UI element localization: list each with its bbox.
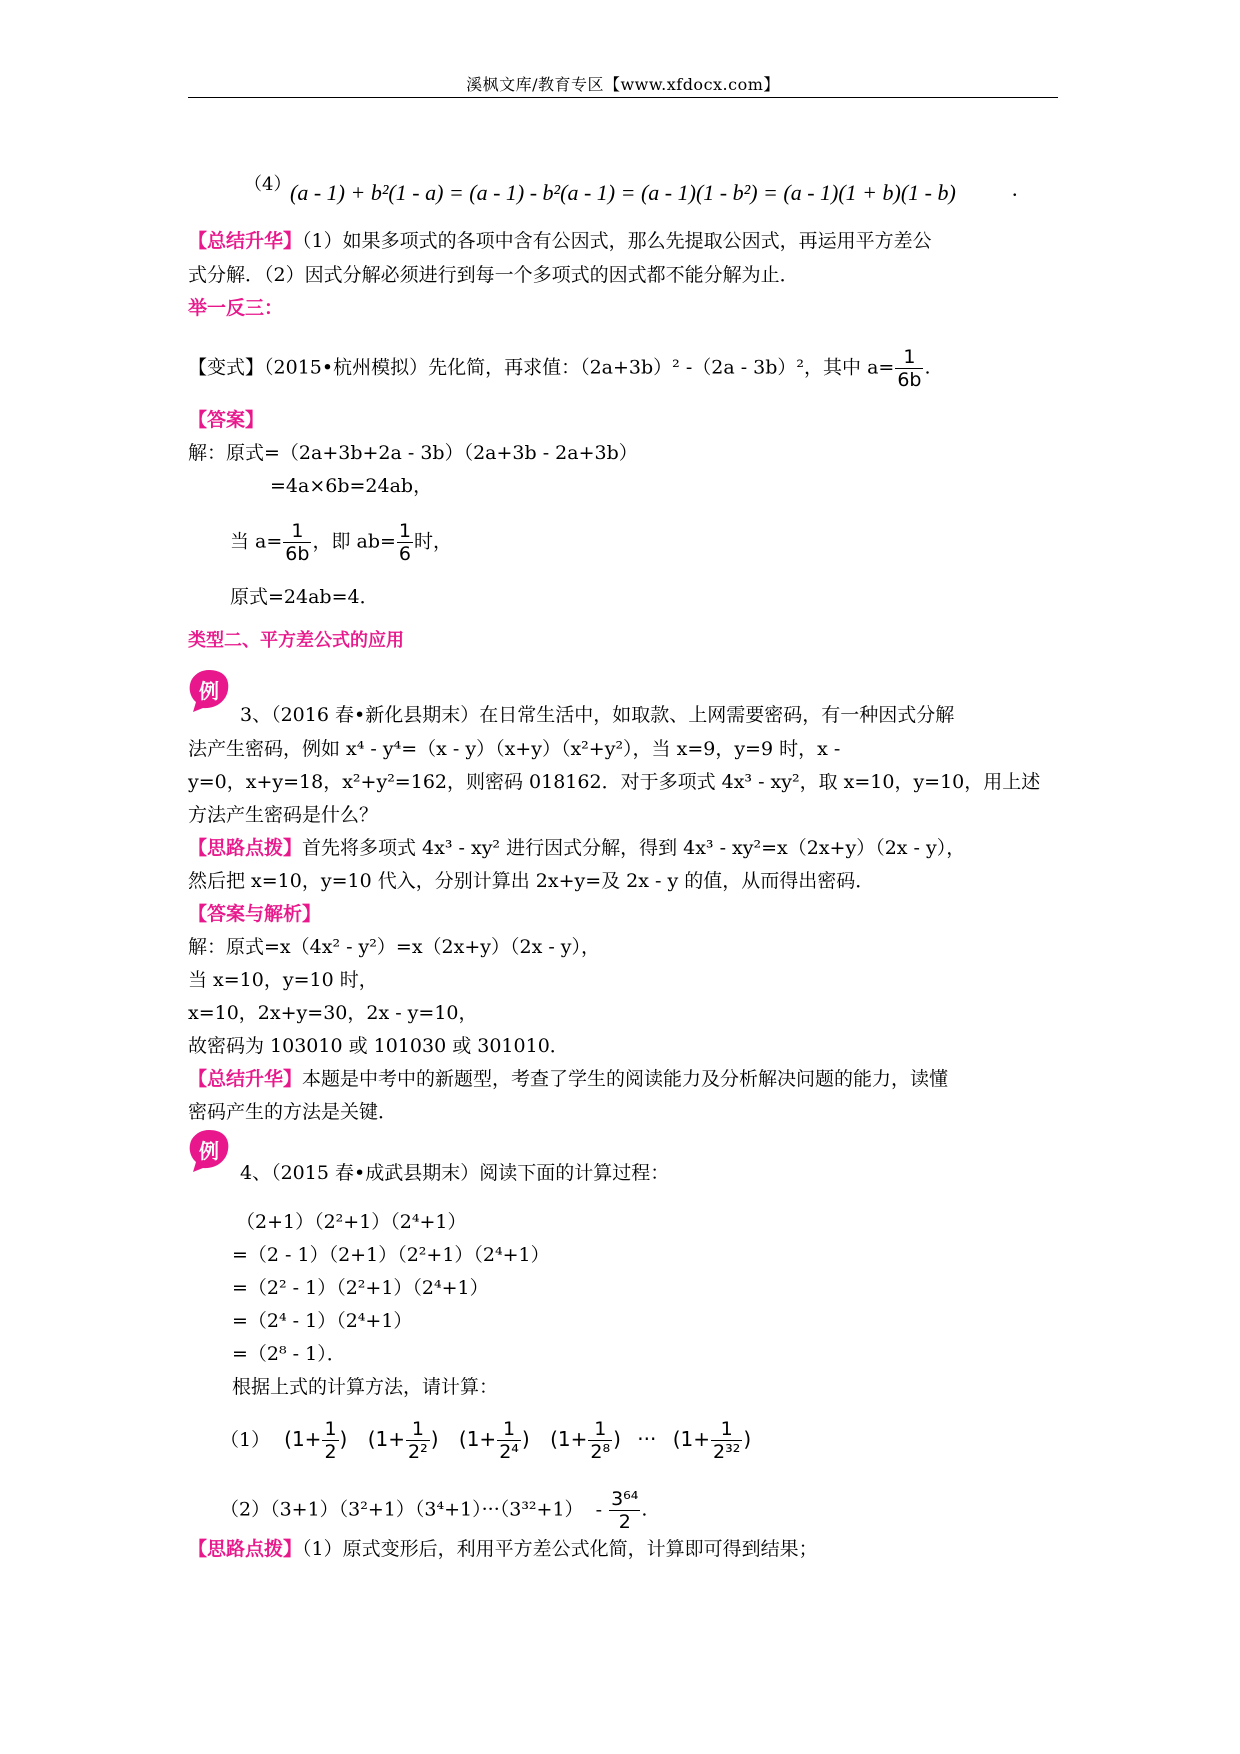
q1-term-5-den: 2³² bbox=[713, 1441, 741, 1463]
answer1-frac2-num: 1 bbox=[398, 520, 411, 542]
summary3-tag: 【总结升华】 bbox=[188, 1068, 303, 1090]
q1-terms bbox=[276, 1418, 752, 1463]
q1-term-2 bbox=[367, 1418, 439, 1463]
answer1-frac2 bbox=[397, 520, 413, 565]
page-header: 溪枫文库/教育专区【www.xfdocx.com】 bbox=[466, 75, 780, 94]
example4-step6: 根据上式的计算方法，请计算： bbox=[232, 1376, 499, 1398]
answer1-line2: =4a×6b=24ab， bbox=[270, 475, 433, 497]
example4-step3: =（2² - 1）（2²+1）（2⁴+1） bbox=[232, 1277, 489, 1299]
answer1-line1: 解：原式=（2a+3b+2a - 3b）（2a+3b - 2a+3b） bbox=[188, 442, 638, 464]
answer3-line2: 当 x=10，y=10 时， bbox=[188, 969, 378, 991]
q1-ellipsis: ··· bbox=[637, 1427, 657, 1451]
q1-term-4-frac bbox=[588, 1418, 612, 1463]
q2-minus: - bbox=[595, 1498, 603, 1521]
answer3-line1: 解：原式=x（4x² - y²）=x（2x+y）（2x - y）， bbox=[188, 936, 601, 958]
q1-term-5 bbox=[672, 1418, 752, 1463]
answer1-frac1 bbox=[283, 520, 311, 565]
answer1-line3 bbox=[230, 520, 452, 565]
summary1-tag: 【总结升华】 bbox=[188, 230, 303, 252]
q1-term-2-num: 1 bbox=[411, 1418, 424, 1440]
q2-frac-den: 2 bbox=[609, 1510, 640, 1533]
section2-heading: 类型二、平方差公式的应用 bbox=[188, 630, 404, 651]
q2-text: （2）（3+1）（3²+1）（3⁴+1）···（3³²+1） bbox=[220, 1498, 584, 1521]
answer1-frac2-den: 6 bbox=[398, 543, 411, 565]
hint3-line2: 然后把 x=10，y=10 代入，分别计算出 2x+y=及 2x - y 的值，从而得出密码． bbox=[188, 870, 875, 892]
q1-term-1-pre: (1+ bbox=[284, 1427, 322, 1451]
q1-term-1-post: ) bbox=[339, 1427, 348, 1451]
hint4-text1: （1）原式变形后，利用平方差公式化简，计算即可得到结果； bbox=[302, 1538, 818, 1560]
summary3-line2: 密码产生的方法是关键． bbox=[188, 1101, 398, 1123]
summary3-line1 bbox=[188, 1064, 948, 1094]
q1-label: （1） bbox=[220, 1429, 271, 1451]
variant-fraction bbox=[895, 346, 923, 391]
summary1-text1: （1）如果多项式的各项中含有公因式，那么先提取公因式，再运用平方差公 bbox=[302, 230, 932, 252]
q1-term-4-post: ) bbox=[613, 1427, 621, 1451]
example-badge-icon bbox=[187, 668, 231, 712]
q1-term-3 bbox=[458, 1418, 530, 1463]
example4-step2: =（2 - 1）（2+1）（2²+1）（2⁴+1） bbox=[232, 1244, 550, 1266]
answer1-l3c: 时， bbox=[414, 530, 453, 553]
eq4-math: (a - 1) + b²(1 - a) = (a - 1) - b²(a - 1) = (a - 1)(1 - b²) = (a - 1)(1 + b)(1 - b) bbox=[290, 180, 956, 205]
q2-frac-num: 3⁶⁴ bbox=[611, 1488, 639, 1510]
q1-term-2-den: 2² bbox=[408, 1441, 428, 1463]
answer1-frac1-num: 1 bbox=[291, 520, 304, 542]
q1-term-5-num: 1 bbox=[720, 1418, 733, 1440]
answer3-line3: x=10，2x+y=30，2x - y=10， bbox=[188, 1002, 478, 1024]
q1-term-3-pre: (1+ bbox=[458, 1427, 497, 1451]
example4-line1: 4、（2015 春•成武县期末）阅读下面的计算过程： bbox=[240, 1162, 670, 1184]
variant-tag: 【变式】 bbox=[188, 356, 265, 379]
example3-line1: 3、（2016 春•新化县期末）在日常生活中，如取款、上网需要密码，有一种因式分解 bbox=[240, 704, 955, 726]
variant-end: . bbox=[924, 356, 931, 379]
q1-term-2-pre: (1+ bbox=[367, 1427, 405, 1451]
answer1-tag: 【答案】 bbox=[188, 409, 265, 431]
q1-term-5-post: ) bbox=[743, 1427, 752, 1451]
hint4-tag: 【思路点拨】 bbox=[188, 1538, 303, 1560]
q1-term-3-post: ) bbox=[521, 1427, 530, 1451]
eq4-end: . bbox=[1012, 176, 1018, 201]
header-rule bbox=[188, 97, 1058, 98]
q1-term-3-den: 2⁴ bbox=[499, 1441, 519, 1463]
summary1-line1 bbox=[188, 226, 932, 256]
q1-term-1-num: 1 bbox=[324, 1418, 337, 1440]
example4-badge-text: 例 bbox=[199, 1139, 219, 1163]
example4-step4: =（2⁴ - 1）（2⁴+1） bbox=[232, 1310, 413, 1332]
answer3-line4: 故密码为 103010 或 101030 或 301010． bbox=[188, 1035, 569, 1057]
example4-step1: （2+1）（2²+1）（2⁴+1） bbox=[236, 1211, 467, 1233]
q1-term-4-pre: (1+ bbox=[550, 1427, 588, 1451]
q2-end: . bbox=[641, 1498, 648, 1521]
example3-line2: 法产生密码，例如 x⁴ - y⁴=（x - y）（x+y）（x²+y²），当 x=9，y=9 时，x - bbox=[188, 738, 841, 760]
answer1-l3a: 当 a= bbox=[230, 530, 283, 553]
answer1-l3b: ，即 ab= bbox=[312, 530, 396, 553]
hint3-text1: 首先将多项式 4x³ - xy² 进行因式分解，得到 4x³ - xy²=x（2x+y）（2x - y）， bbox=[302, 837, 966, 859]
variant-frac-den: 6b bbox=[897, 369, 922, 391]
q1-term-1 bbox=[284, 1418, 348, 1463]
q1-term-4-num: 1 bbox=[594, 1418, 607, 1440]
answer1-line4: 原式=24ab=4． bbox=[230, 586, 379, 608]
example3-line3: y=0，x+y=18，x²+y²=162，则密码 018162．对于多项式 4x³ - xy²，取 x=10，y=10，用上述 bbox=[188, 771, 1041, 793]
example4-step5: =（2⁸ - 1）． bbox=[232, 1343, 346, 1365]
variant-line bbox=[188, 346, 931, 391]
example3-badge-text: 例 bbox=[199, 679, 219, 703]
q1-term-4-den: 2⁸ bbox=[590, 1441, 611, 1463]
hint3-line1 bbox=[188, 833, 965, 863]
q1-term-2-post: ) bbox=[430, 1427, 439, 1451]
variant-frac-num: 1 bbox=[903, 346, 916, 368]
hint3-tag: 【思路点拨】 bbox=[188, 837, 303, 859]
hint4-line1 bbox=[188, 1534, 818, 1564]
answer3-tag: 【答案与解析】 bbox=[188, 903, 322, 925]
q1-term-3-frac bbox=[497, 1418, 521, 1463]
summary1-line2: 式分解．（2）因式分解必须进行到每一个多项式的因式都不能分解为止． bbox=[188, 264, 799, 286]
example-badge-icon bbox=[187, 1128, 231, 1172]
q1-term-4 bbox=[550, 1418, 621, 1463]
answer1-frac1-den: 6b bbox=[285, 543, 310, 565]
summary3-text1: 本题是中考中的新题型，考查了学生的阅读能力及分析解决问题的能力，读懂 bbox=[302, 1068, 949, 1090]
juyi-heading: 举一反三： bbox=[188, 297, 284, 319]
q1-term-2-frac bbox=[406, 1418, 430, 1463]
q1-term-1-den: 2 bbox=[324, 1441, 337, 1463]
variant-text: （2015•杭州模拟）先化简，再求值：（2a+3b）² -（2a - 3b）²，其中 a= bbox=[264, 356, 895, 379]
q1-term-3-num: 1 bbox=[503, 1418, 516, 1440]
eq4-label: （4） bbox=[244, 174, 292, 195]
example4-q2 bbox=[220, 1488, 647, 1533]
q1-term-5-frac bbox=[711, 1418, 742, 1463]
example4-q1 bbox=[220, 1418, 751, 1463]
q1-term-1-frac bbox=[322, 1418, 338, 1463]
example3-line4: 方法产生密码是什么？ bbox=[188, 804, 379, 826]
q2-fraction bbox=[609, 1488, 640, 1533]
q1-term-5-pre: (1+ bbox=[672, 1427, 710, 1451]
